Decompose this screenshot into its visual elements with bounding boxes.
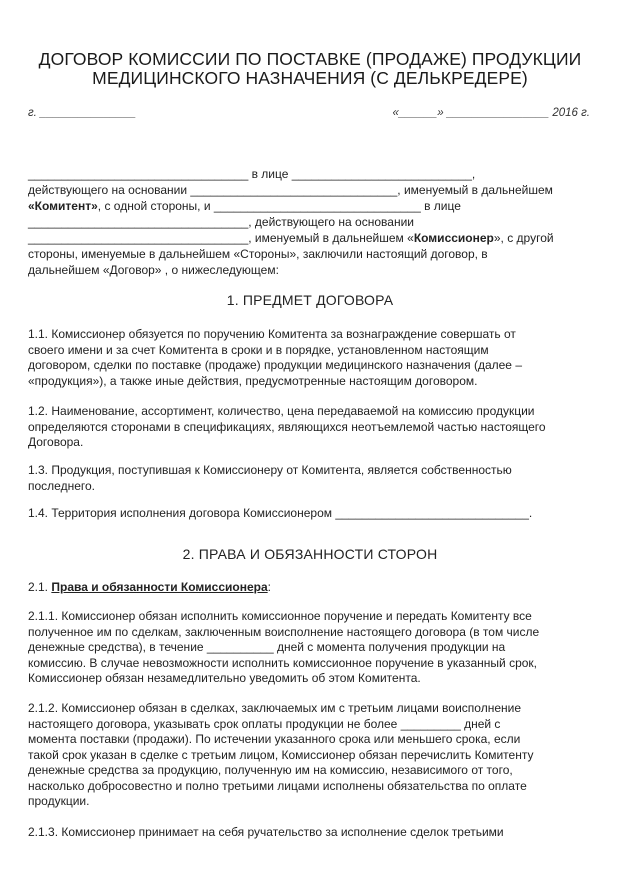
- clause-2-1: 2.1. Права и обязанности Комиссионера:: [28, 580, 271, 594]
- intro-line: действующего на основании _______________________________, именуемый в дальнейшем: [28, 183, 553, 197]
- clause-1-3: 1.3. Продукция, поступившая к Комиссионеру от Комитента, является собственностью последнего.: [28, 463, 512, 493]
- section-heading-1: 1. ПРЕДМЕТ ДОГОВОРА: [226, 292, 394, 308]
- section-heading-2: 2. ПРАВА И ОБЯЗАННОСТИ СТОРОН: [182, 546, 438, 562]
- intro-line: _________________________________, именуемый в дальнейшем «Комиссионер», с другой: [28, 231, 554, 245]
- intro-line: _________________________________, действующего на основании: [28, 215, 414, 229]
- intro-line: _________________________________ в лице ___________________________,: [28, 167, 476, 181]
- komitent-term: «Комитент»: [28, 199, 98, 213]
- clause-2-1-3: 2.1.3. Комиссионер принимает на себя ручательство за исполнение сделок третьими: [28, 825, 504, 839]
- clause-1-2: 1.2. Наименование, ассортимент, количество, цена передаваемой на комиссию продукции определяются сторонами в спецификациях, являющихся неотъемлемой частью настоящего Договора.: [28, 404, 546, 449]
- clause-1-1: 1.1. Комиссионер обязуется по поручению Комитента за вознаграждение совершать от своего имени и за счет Комитента в сроки и в порядке, установленном настоящим договором, сделки по поставке (продаже) продукции медицинского назначения (далее – «продукция»), а также иные действия, предусмотренные настоящим договором.: [28, 327, 522, 388]
- intro-paragraph: [28, 166, 594, 278]
- city-field: г. _______________: [28, 107, 136, 119]
- title-line-2: МЕДИЦИНСКОГО НАЗНАЧЕНИЯ (С ДЕЛЬКРЕДЕРЕ): [92, 68, 528, 88]
- commissioner-duties-heading: Права и обязанности Комиссионера: [51, 580, 268, 594]
- intro-line: стороны, именуемые в дальнейшем «Стороны», заключили настоящий договор, в: [28, 247, 488, 261]
- intro-line: дальнейшем «Договор» , о нижеследующем:: [28, 263, 279, 277]
- clause-2-1-1: 2.1.1. Комиссионер обязан исполнить комиссионное поручение и передать Комитенту все полученное им по сделкам, заключенным воисполнение настоящего договора (в том числе денежные средства), в течение __________ дней с момента получения продукции на комиссию. В случае невозможности исполнить комиссионное поручение в указанный срок, Комиссионер обязан незамедлительно уведомить об этом Комитента.: [28, 609, 540, 685]
- clause-2-1-2: 2.1.2. Комиссионер обязан в сделках, заключаемых им с третьим лицами воисполнение настоящего договора, указывать срок оплаты продукции не более _________ дней с момента поставки (продажи). По истечении указанного срока или меньшего срока, если такой срок указан в сделке с третьим лицом, Комиссионер обязан перечислить Комитенту денежные средства за продукцию, полученную им на комиссию, независимого от того, насколько добросовестно и полно третьими лицами исполнены обязательства по оплате продукции.: [28, 701, 534, 808]
- date-field: «______» ________________ 2016 г.: [392, 107, 590, 119]
- komissioner-term: Комиссионер: [413, 231, 494, 245]
- intro-line: «Комитент», с одной стороны, и _______________________________ в лице: [28, 199, 461, 213]
- title-line-1: ДОГОВОР КОМИССИИ ПО ПОСТАВКЕ (ПРОДАЖЕ) ПРОДУКЦИИ: [38, 49, 582, 69]
- document-title: [0, 50, 620, 88]
- clause-1-4: 1.4. Территория исполнения договора Комиссионером _____________________________.: [28, 506, 533, 520]
